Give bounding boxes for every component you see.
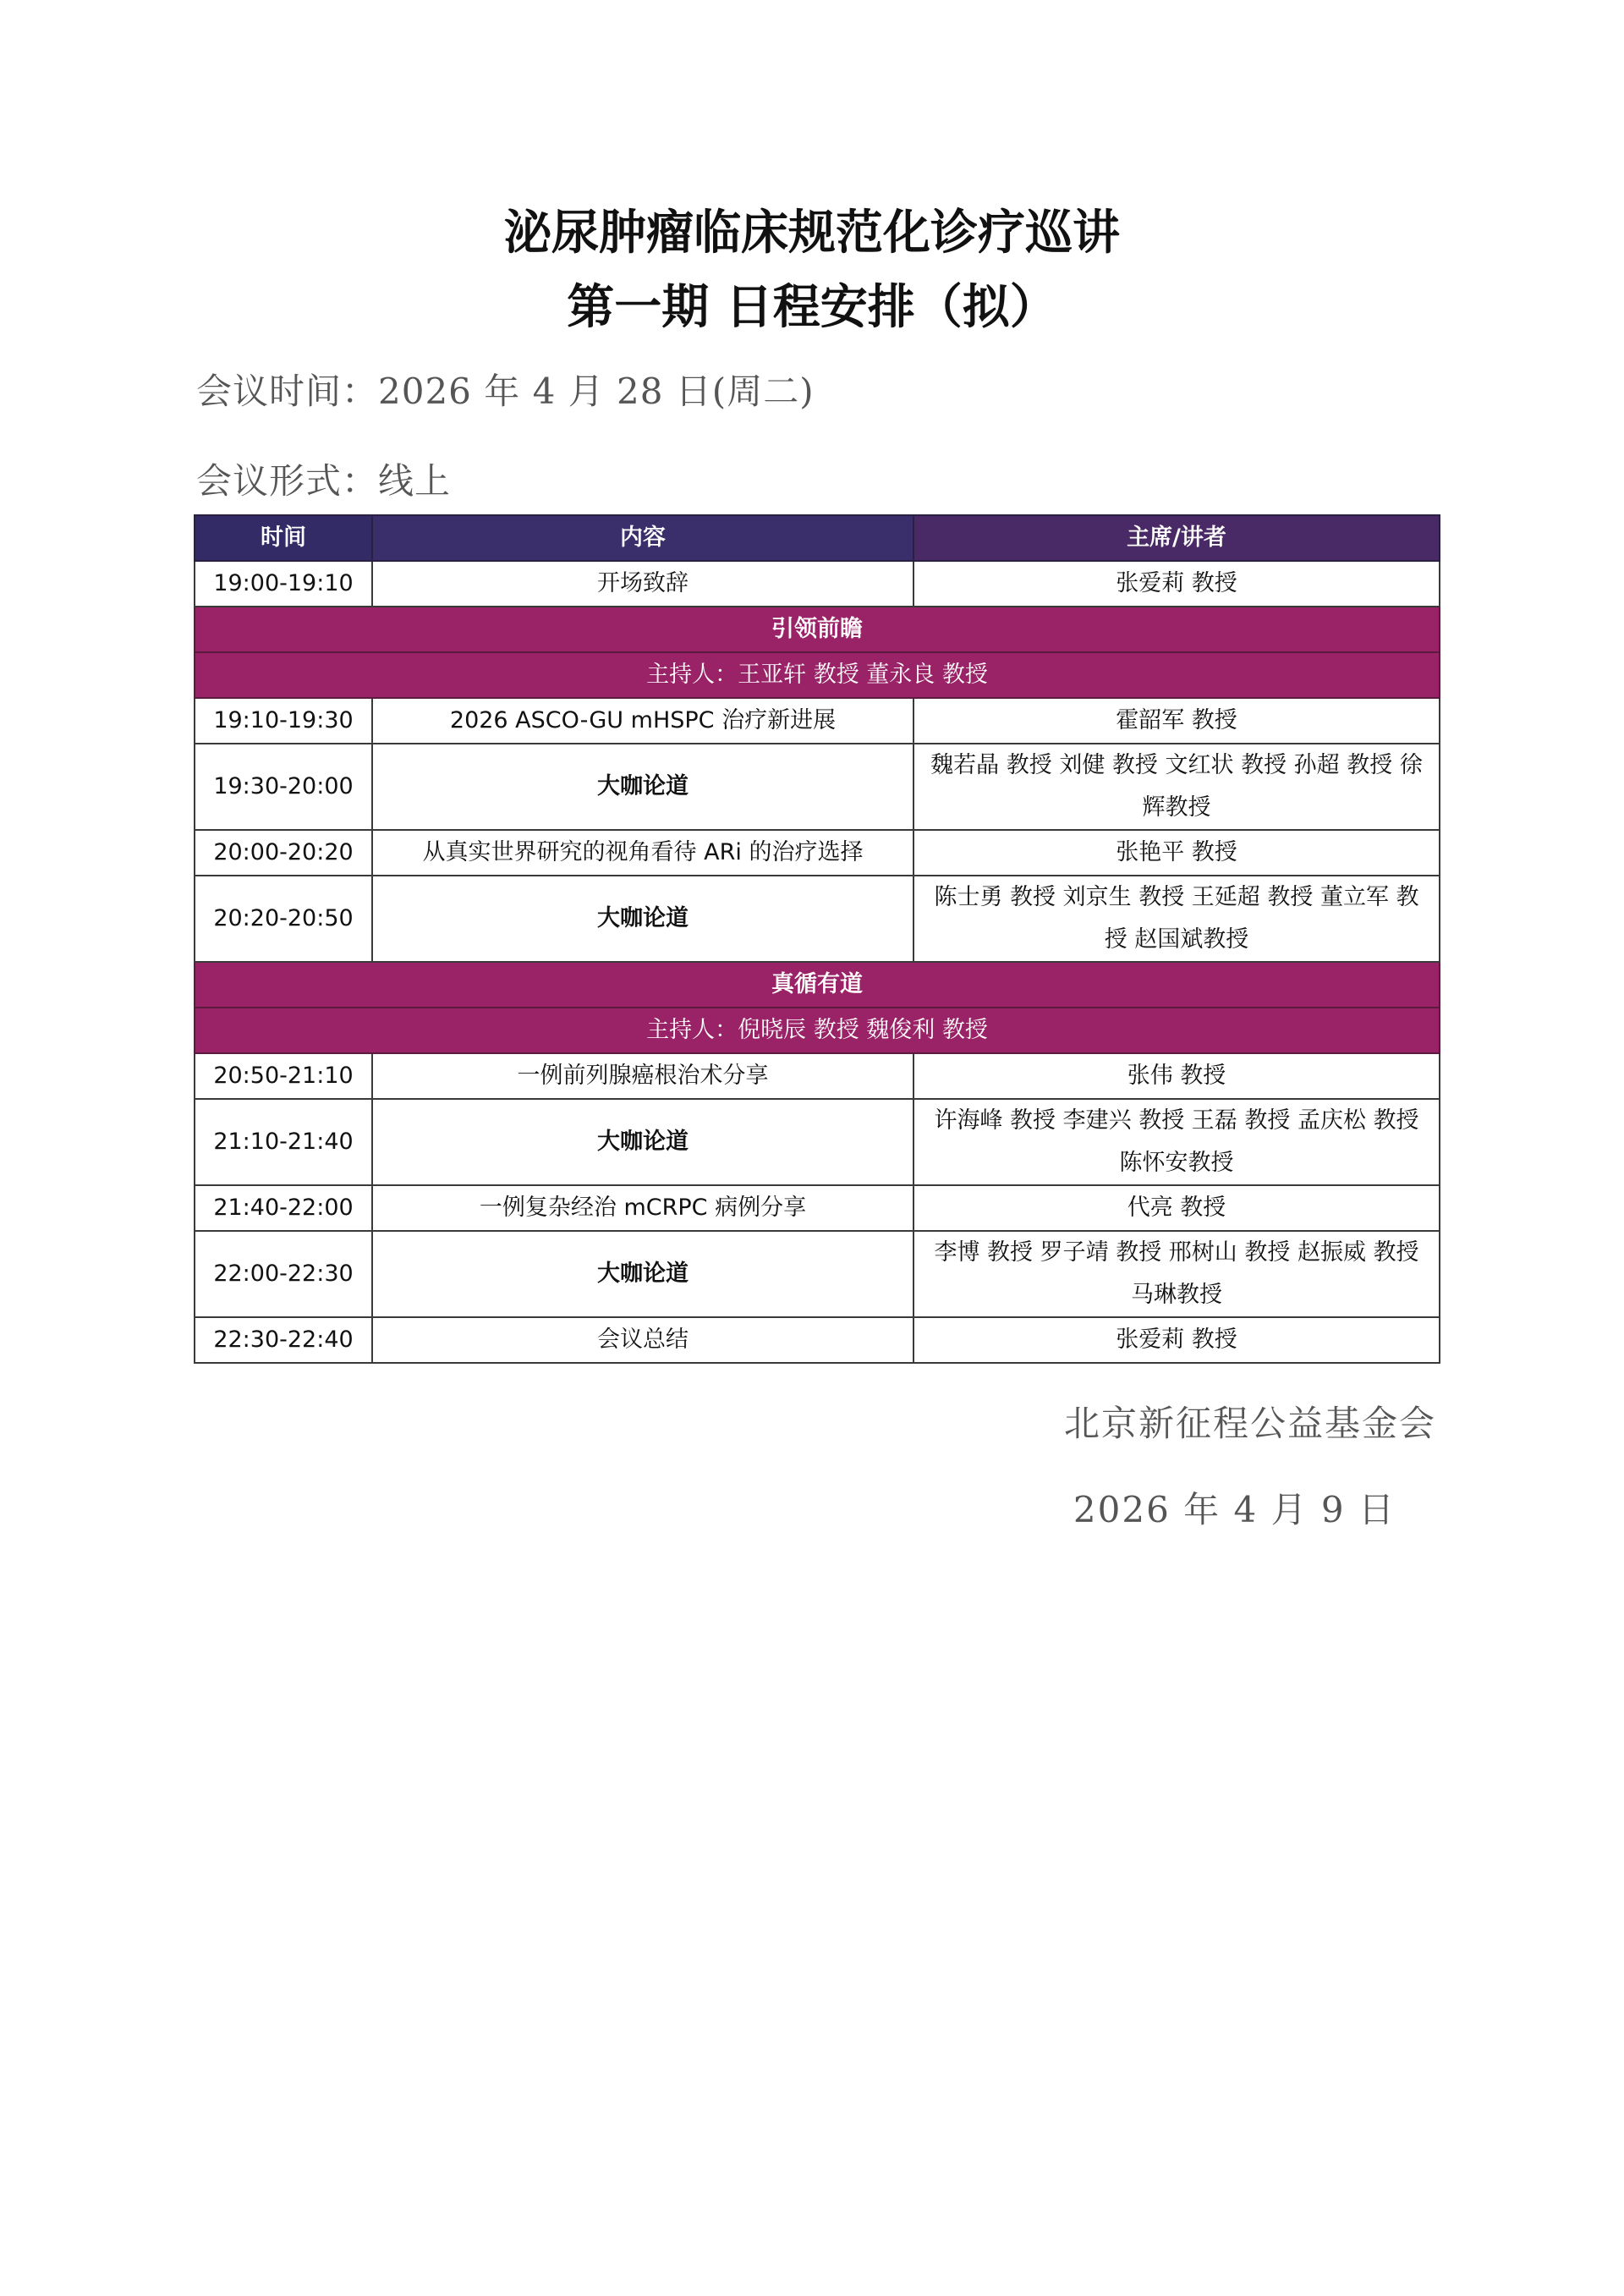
table-row xyxy=(195,1231,1440,1317)
table-row xyxy=(195,1185,1440,1231)
speaker-cell: 魏若晶 教授 刘健 教授 文红状 教授 孙超 教授 徐辉教授 xyxy=(914,744,1440,830)
table-row xyxy=(195,1053,1440,1099)
time-cell: 19:10-19:30 xyxy=(195,698,372,744)
header-content: 内容 xyxy=(372,515,914,561)
time-cell: 20:50-21:10 xyxy=(195,1053,372,1099)
host-row xyxy=(195,1008,1440,1053)
document-title-line2: 第一期 日程安排（拟） xyxy=(567,280,1057,335)
host-row xyxy=(195,652,1440,698)
table-row xyxy=(195,830,1440,876)
agenda-table xyxy=(194,514,1440,1364)
time-cell: 21:40-22:00 xyxy=(195,1185,372,1231)
document-title-line1: 泌尿肿瘤临床规范化诊疗巡讲 xyxy=(504,206,1120,261)
speaker-cell: 张爱莉 教授 xyxy=(914,561,1440,607)
section-title: 引领前瞻 xyxy=(195,607,1440,652)
content-cell: 大咖论道 xyxy=(372,744,914,830)
table-row xyxy=(195,744,1440,830)
time-cell: 19:00-19:10 xyxy=(195,561,372,607)
table-row xyxy=(195,698,1440,744)
section-host: 主持人：倪晓辰 教授 魏俊利 教授 xyxy=(195,1008,1440,1053)
content-cell: 大咖论道 xyxy=(372,1231,914,1317)
time-cell: 22:00-22:30 xyxy=(195,1231,372,1317)
speaker-cell: 代亮 教授 xyxy=(914,1185,1440,1231)
content-cell: 2026 ASCO-GU mHSPC 治疗新进展 xyxy=(372,698,914,744)
header-speaker: 主席/讲者 xyxy=(914,515,1440,561)
speaker-cell: 霍韶军 教授 xyxy=(914,698,1440,744)
header-time: 时间 xyxy=(195,515,372,561)
section-row xyxy=(195,962,1440,1008)
table-row xyxy=(195,876,1440,962)
speaker-cell: 李博 教授 罗子靖 教授 邢树山 教授 赵振威 教授 马琳教授 xyxy=(914,1231,1440,1317)
content-cell: 大咖论道 xyxy=(372,876,914,962)
speaker-cell: 张艳平 教授 xyxy=(914,830,1440,876)
time-cell: 21:10-21:40 xyxy=(195,1099,372,1185)
section-host: 主持人：王亚轩 教授 董永良 教授 xyxy=(195,652,1440,698)
time-cell: 20:20-20:50 xyxy=(195,876,372,962)
table-header-row xyxy=(195,515,1440,561)
content-cell: 一例复杂经治 mCRPC 病例分享 xyxy=(372,1185,914,1231)
time-cell: 19:30-20:00 xyxy=(195,744,372,830)
meeting-time: 会议时间：2026 年 4 月 28 日(周二) xyxy=(196,371,815,412)
organizer-name: 北京新征程公益基金会 xyxy=(1063,1403,1436,1444)
time-cell: 22:30-22:40 xyxy=(195,1317,372,1363)
content-cell: 开场致辞 xyxy=(372,561,914,607)
speaker-cell: 许海峰 教授 李建兴 教授 王磊 教授 孟庆松 教授 陈怀安教授 xyxy=(914,1099,1440,1185)
meeting-format: 会议形式：线上 xyxy=(196,460,452,502)
time-cell: 20:00-20:20 xyxy=(195,830,372,876)
speaker-cell: 张爱莉 教授 xyxy=(914,1317,1440,1363)
content-cell: 从真实世界研究的视角看待 ARi 的治疗选择 xyxy=(372,830,914,876)
table-row xyxy=(195,561,1440,607)
speaker-cell: 张伟 教授 xyxy=(914,1053,1440,1099)
content-cell: 一例前列腺癌根治术分享 xyxy=(372,1053,914,1099)
table-row xyxy=(195,1317,1440,1363)
speaker-cell: 陈士勇 教授 刘京生 教授 王延超 教授 董立军 教授 赵国斌教授 xyxy=(914,876,1440,962)
content-cell: 大咖论道 xyxy=(372,1099,914,1185)
table-row xyxy=(195,1099,1440,1185)
section-title: 真循有道 xyxy=(195,962,1440,1008)
content-cell: 会议总结 xyxy=(372,1317,914,1363)
issue-date: 2026 年 4 月 9 日 xyxy=(1073,1489,1396,1530)
section-row xyxy=(195,607,1440,652)
